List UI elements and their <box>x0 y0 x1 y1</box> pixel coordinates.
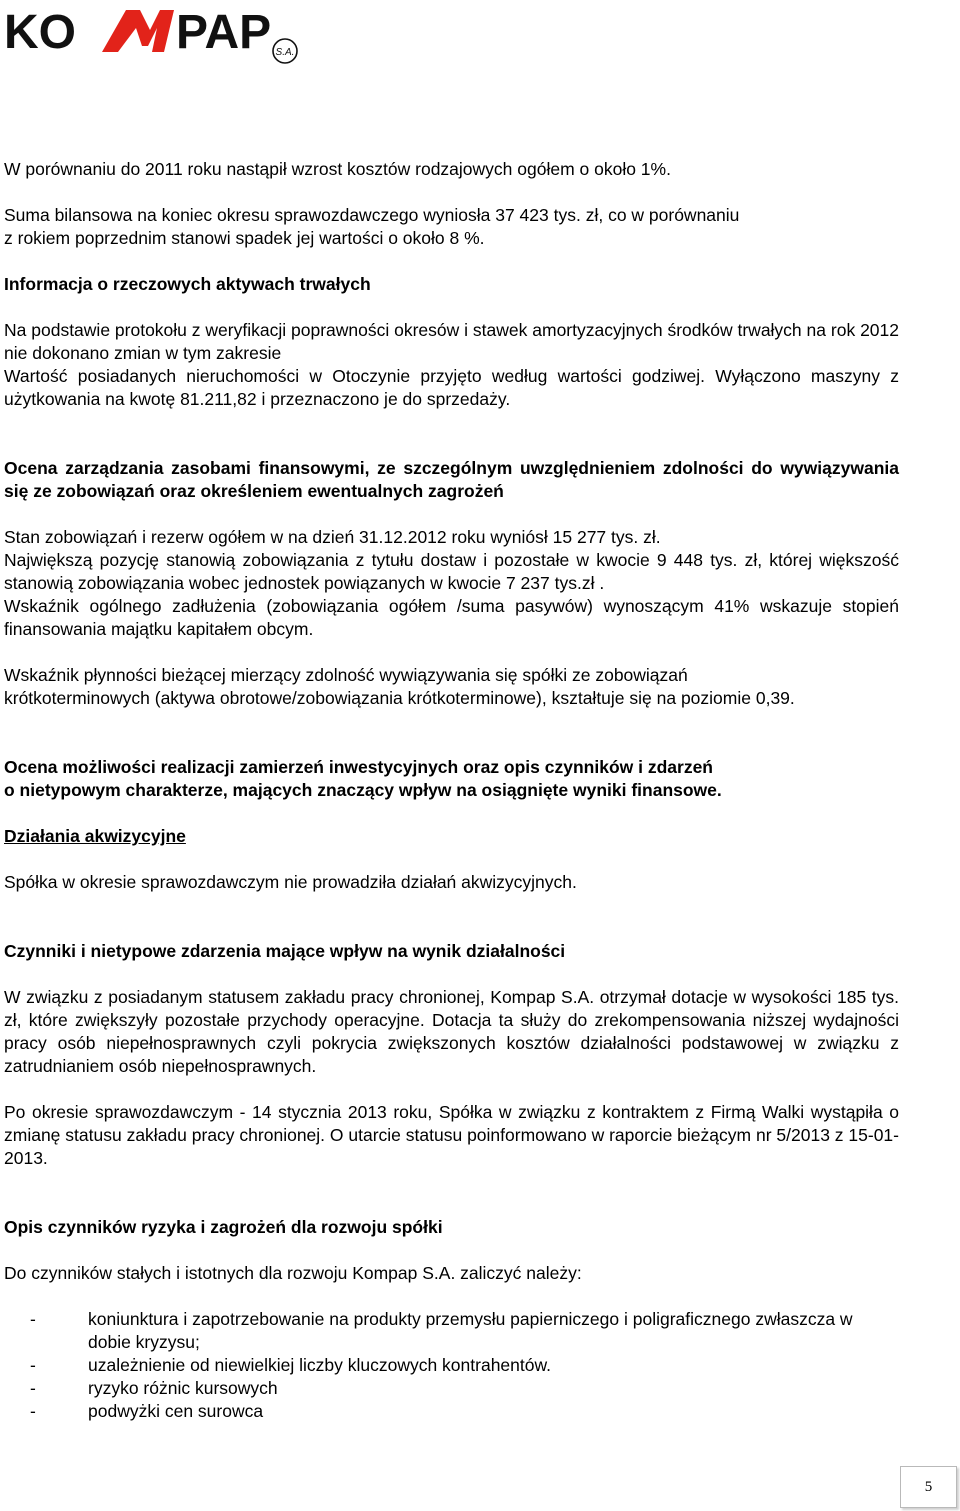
kompap-logo-graphic <box>4 4 300 66</box>
list-item <box>4 1400 899 1423</box>
heading-financial-management: Ocena zarządzania zasobami finansowymi, ze szczególnym uwzględnieniem zdolności do wywiązywania się ze zobowiązań oraz określeniem ewentualnych zagrożeń <box>4 458 899 501</box>
list-item <box>4 1354 899 1377</box>
page-number: 5 <box>900 1466 957 1508</box>
list-dash: - <box>30 1378 36 1398</box>
logo-m-icon <box>102 10 174 52</box>
paragraph-debt-ratio: Wskaźnik ogólnego zadłużenia (zobowiązania ogółem /suma pasywów) wynoszącym 41% wskazuje stopień finansowania majątku kapitałem obcym. <box>4 596 899 639</box>
paragraph-costs: W porównaniu do 2011 roku nastąpił wzrost kosztów rodzajowych ogółem o około 1%. <box>4 159 671 179</box>
paragraph-depreciation: Na podstawie protokołu z weryfikacji poprawności okresów i stawek amortyzacyjnych środków trwałych na rok 2012 nie dokonano zmian w tym zakresie <box>4 320 899 363</box>
heading-unusual-events: Czynniki i nietypowe zdarzenia mające wpływ na wynik działalności <box>4 941 566 961</box>
logo-badge-text: S.A. <box>275 47 295 58</box>
heading-investment-line2: o nietypowym charakterze, mających znaczący wpływ na osiągnięte wyniki finansowe. <box>4 780 722 800</box>
list-dash: - <box>30 1401 36 1421</box>
list-dash: - <box>30 1309 36 1329</box>
logo-text-ko: KO <box>4 6 76 59</box>
list-item-text: podwyżki cen surowca <box>88 1401 264 1421</box>
paragraph-liquidity-line1: Wskaźnik płynności bieżącej mierzący zdolność wywiązywania się spółki ze zobowiązań <box>4 665 688 685</box>
paragraph-status-change: Po okresie sprawozdawczym - 14 stycznia 2013 roku, Spółka w związku z kontraktem z Firmą Walki wystąpiła o zmianę statusu zakładu pracy chronionej. O utarcie statusu poinformowano w raporcie bieżącym nr 5/2013 z 15-01-2013. <box>4 1102 899 1168</box>
heading-risk-factors: Opis czynników ryzyka i zagrożeń dla rozwoju spółki <box>4 1217 443 1237</box>
paragraph-liabilities: Stan zobowiązań i rezerw ogółem w na dzień 31.12.2012 roku wyniósł 15 277 tys. zł. <box>4 527 661 547</box>
document-body <box>4 158 899 1423</box>
heading-fixed-assets: Informacja o rzeczowych aktywach trwałych <box>4 274 371 294</box>
paragraph-risk-intro: Do czynników stałych i istotnych dla rozwoju Kompap S.A. zaliczyć należy: <box>4 1263 582 1283</box>
risk-list <box>4 1308 899 1423</box>
paragraph-balance-line2: z rokiem poprzednim stanowi spadek jej wartości o około 8 %. <box>4 228 485 248</box>
heading-acquisitions: Działania akwizycyjne <box>4 826 186 846</box>
paragraph-largest-item: Największą pozycję stanowią zobowiązania z tytułu dostaw i pozostałe w kwocie 9 448 tys. zł, której większość stanowią zobowiązania wobec jednostek powiązanych w kwocie 7 237 tys.zł . <box>4 550 899 593</box>
logo-text-pap: PAP <box>176 6 272 59</box>
list-item <box>4 1308 899 1354</box>
paragraph-liquidity-line2: krótkoterminowych (aktywa obrotowe/zobowiązania krótkoterminowe), kształtuje się na poziomie 0,39. <box>4 688 795 708</box>
paragraph-real-estate: Wartość posiadanych nieruchomości w Otoczynie przyjęto według wartości godziwej. Wyłączono maszyny z użytkowania na kwotę 81.211,82 i przeznaczono je do sprzedaży. <box>4 366 899 409</box>
list-item-text: ryzyko różnic kursowych <box>88 1378 278 1398</box>
paragraph-subsidy: W związku z posiadanym statusem zakładu pracy chronionej, Kompap S.A. otrzymał dotacje w wysokości 185 tys. zł, które zwiększyły pozostałe przychody operacyjne. Dotacja ta służy do zrekompensowania niższej wydajności pracy osób niepełnosprawnych czyli pokrycia zwiększonych kosztów działalności podstawowej w związku z zatrudnianiem osób niepełnosprawnych. <box>4 987 899 1076</box>
list-item-text: uzależnienie od niewielkiej liczby kluczowych kontrahentów. <box>88 1355 552 1375</box>
paragraph-balance-line1: Suma bilansowa na koniec okresu sprawozdawczego wyniosła 37 423 tys. zł, co w porównaniu <box>4 205 740 225</box>
kompap-logo <box>4 4 300 66</box>
paragraph-acquisitions: Spółka w okresie sprawozdawczym nie prowadziła działań akwizycyjnych. <box>4 872 577 892</box>
list-dash: - <box>30 1355 36 1375</box>
list-item <box>4 1377 899 1400</box>
list-item-text: koniunktura i zapotrzebowanie na produkty przemysłu papierniczego i poligraficznego zwłaszcza w dobie kryzysu; <box>88 1309 853 1352</box>
heading-investment-line1: Ocena możliwości realizacji zamierzeń inwestycyjnych oraz opis czynników i zdarzeń <box>4 757 713 777</box>
